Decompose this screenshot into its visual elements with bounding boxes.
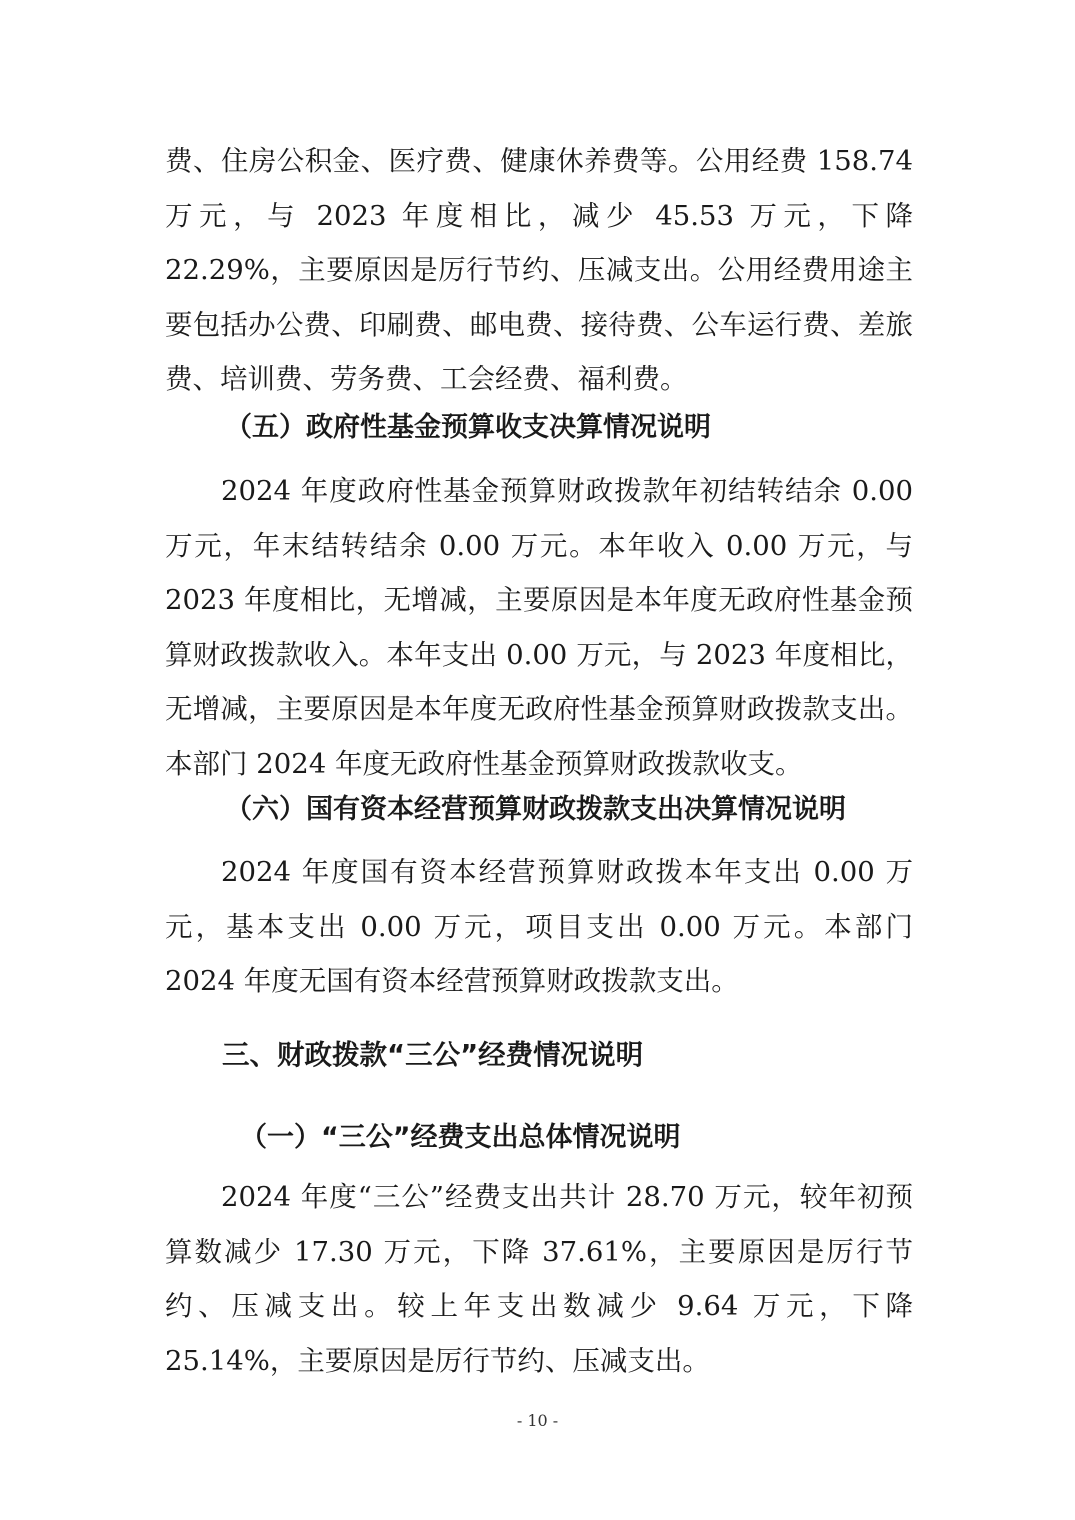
heading-three-public-overview: （一）“三公”经费支出总体情况说明 (240, 1122, 681, 1153)
paragraph-public-expenses: 费、住房公积金、医疗费、健康休养费等。公用经费 158.74 万元，与 2023 年度相比，减少 45.53 万元，下降 22.29%，主要原因是厉行节约、压减支出。公用经费用途主要包括办公费、印刷费、邮电费、接待费、公车运行费、差旅费、培训费、劳务费、工会经费、福利费。 (165, 145, 913, 396)
section-heading-three-public: 三、财政拨款“三公”经费情况说明 (222, 1039, 644, 1071)
heading-state-capital: （六）国有资本经营预算财政拨款支出决算情况说明 (225, 794, 846, 825)
paragraph-state-capital: 2024 年度国有资本经营预算财政拨本年支出 0.00 万元，基本支出 0.00 万元，项目支出 0.00 万元。本部门 2024 年度无国有资本经营预算财政拨款支出。 (165, 856, 913, 998)
paragraph-government-fund: 2024 年度政府性基金预算财政拨款年初结转结余 0.00 万元，年末结转结余 0.00 万元。本年收入 0.00 万元，与 2023 年度相比，无增减，主要原因是本年度无政府性基金预算财政拨款收入。本年支出 0.00 万元，与 2023 年度相比，无增减，主要原因是本年度无政府性基金预算财政拨款支出。本部门 2024 年度无政府性基金预算财政拨款收支。 (165, 475, 913, 780)
paragraph-three-public-overview: 2024 年度“三公”经费支出共计 28.70 万元，较年初预算数减少 17.30 万元，下降 37.61%，主要原因是厉行节约、压减支出。较上年支出数减少 9.64 万元，下降 25.14%，主要原因是厉行节约、压减支出。 (165, 1181, 913, 1377)
page-number: - 10 - (516, 1411, 559, 1430)
heading-government-fund: （五）政府性基金预算收支决算情况说明 (225, 412, 711, 443)
